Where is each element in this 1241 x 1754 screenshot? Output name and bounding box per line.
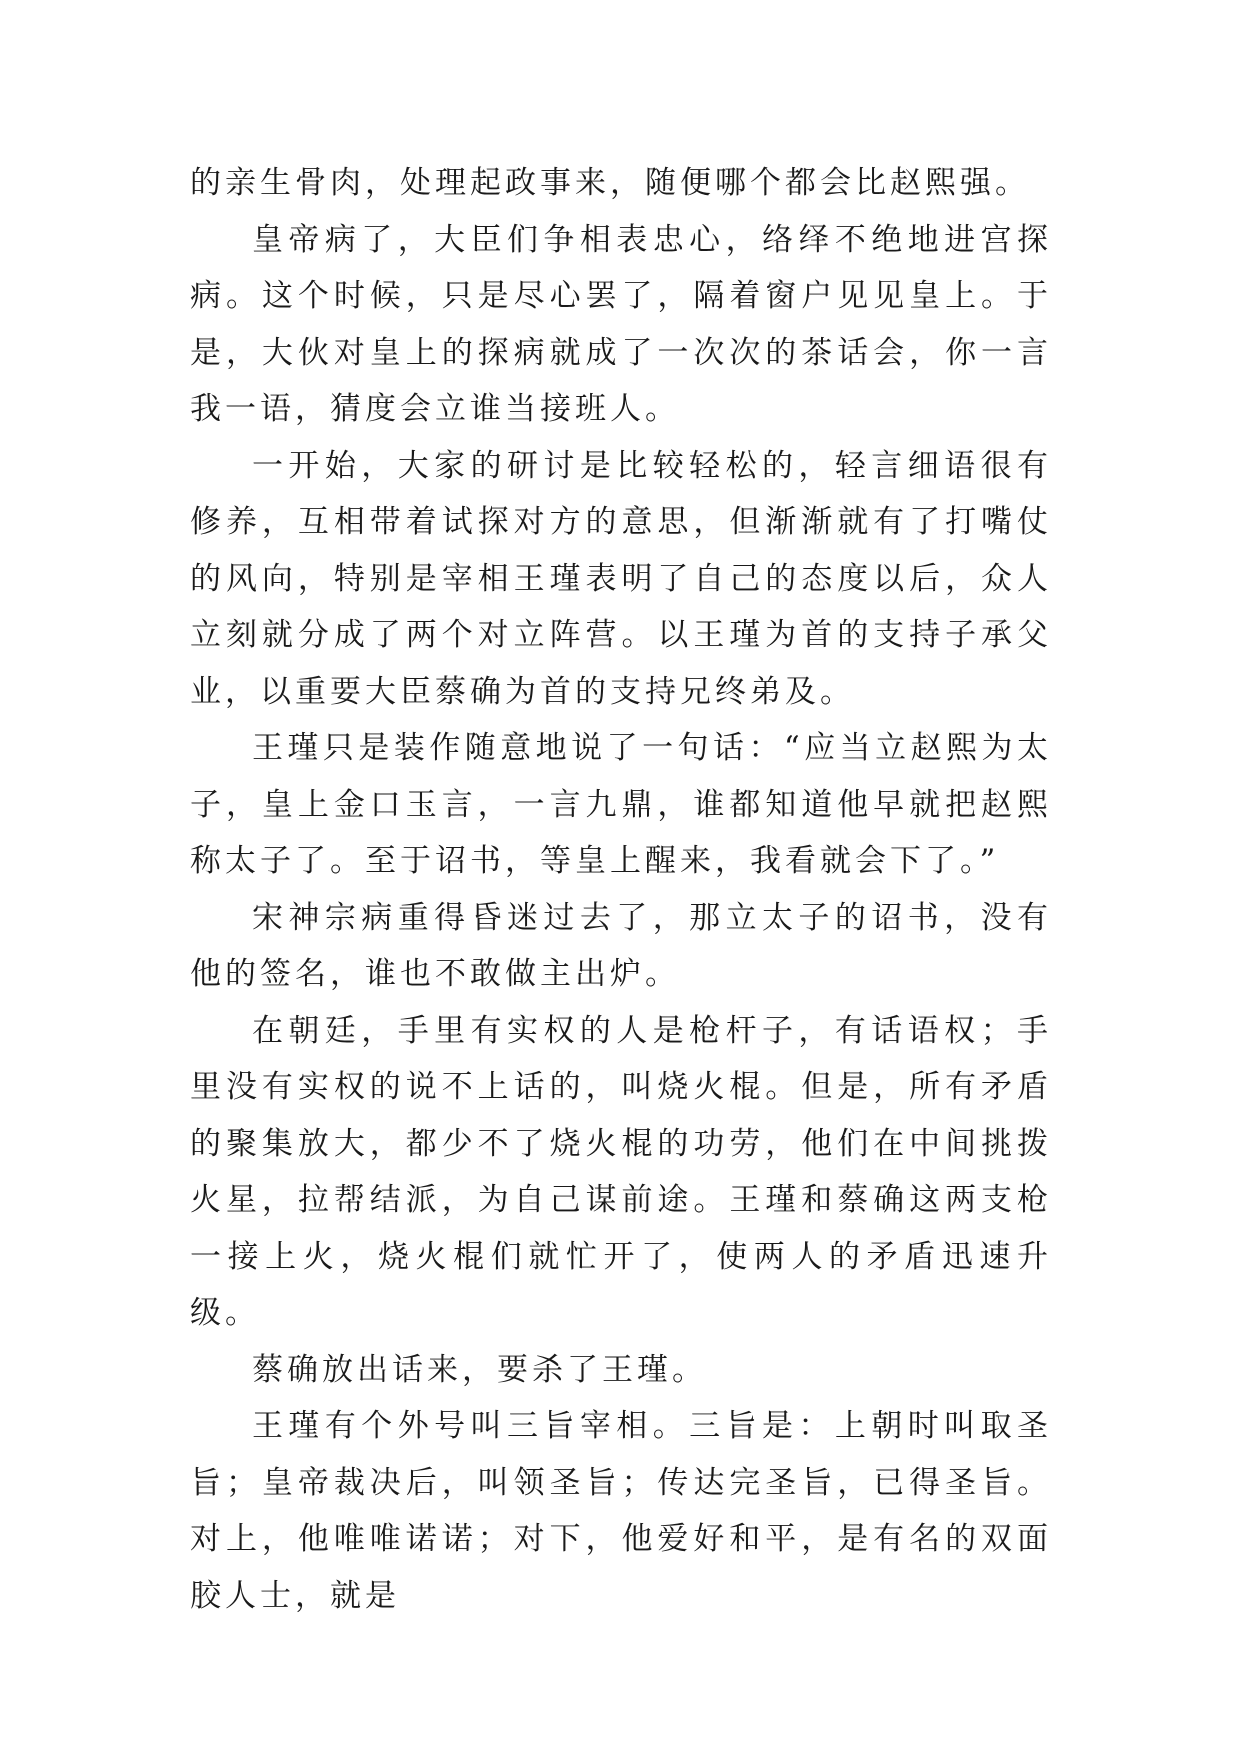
paragraph-5: 宋神宗病重得昏迷过去了，那立太子的诏书，没有他的签名，谁也不敢做主出炉。 xyxy=(190,899,1052,992)
paragraph-1: 的亲生骨肉，处理起政事来，随便哪个都会比赵熙强。 xyxy=(190,165,1030,201)
paragraph-4: 王瑾只是装作随意地说了一句话：“应当立赵熙为太子，皇上金口玉言，一言九鼎，谁都知道他早就把赵熙称太子了。至于诏书，等皇上醒来，我看就会下了。” xyxy=(190,730,1052,879)
body-text xyxy=(190,155,1052,1624)
paragraph-2: 皇帝病了，大臣们争相表忠心，络绎不绝地进宫探病。这个时候，只是尽心罢了，隔着窗户见见皇上。于是，大伙对皇上的探病就成了一次次的茶话会，你一言我一语，猜度会立谁当接班人。 xyxy=(190,221,1052,427)
paragraph-7: 蔡确放出话来，要杀了王瑾。 xyxy=(252,1351,707,1388)
paragraph-3: 一开始，大家的研讨是比较轻松的，轻言细语很有修养，互相带着试探对方的意思，但渐渐就有了打嘴仗的风向，特别是宰相王瑾表明了自己的态度以后，众人立刻就分成了两个对立阵营。以王瑾为首的支持子承父业，以重要大臣蔡确为首的支持兄终弟及。 xyxy=(190,447,1052,710)
paragraph-6: 在朝廷，手里有实权的人是枪杆子，有话语权；手里没有实权的说不上话的，叫烧火棍。但是，所有矛盾的聚集放大，都少不了烧火棍的功劳，他们在中间挑拨火星，拉帮结派，为自己谋前途。王瑾和蔡确这两支枪一接上火，烧火棍们就忙开了，使两人的矛盾迅速升级。 xyxy=(190,1012,1052,1331)
paragraph-8: 王瑾有个外号叫三旨宰相。三旨是：上朝时叫取圣旨；皇帝裁决后，叫领圣旨；传达完圣旨，已得圣旨。对上，他唯唯诺诺；对下，他爱好和平，是有名的双面胶人士，就是 xyxy=(190,1408,1052,1614)
